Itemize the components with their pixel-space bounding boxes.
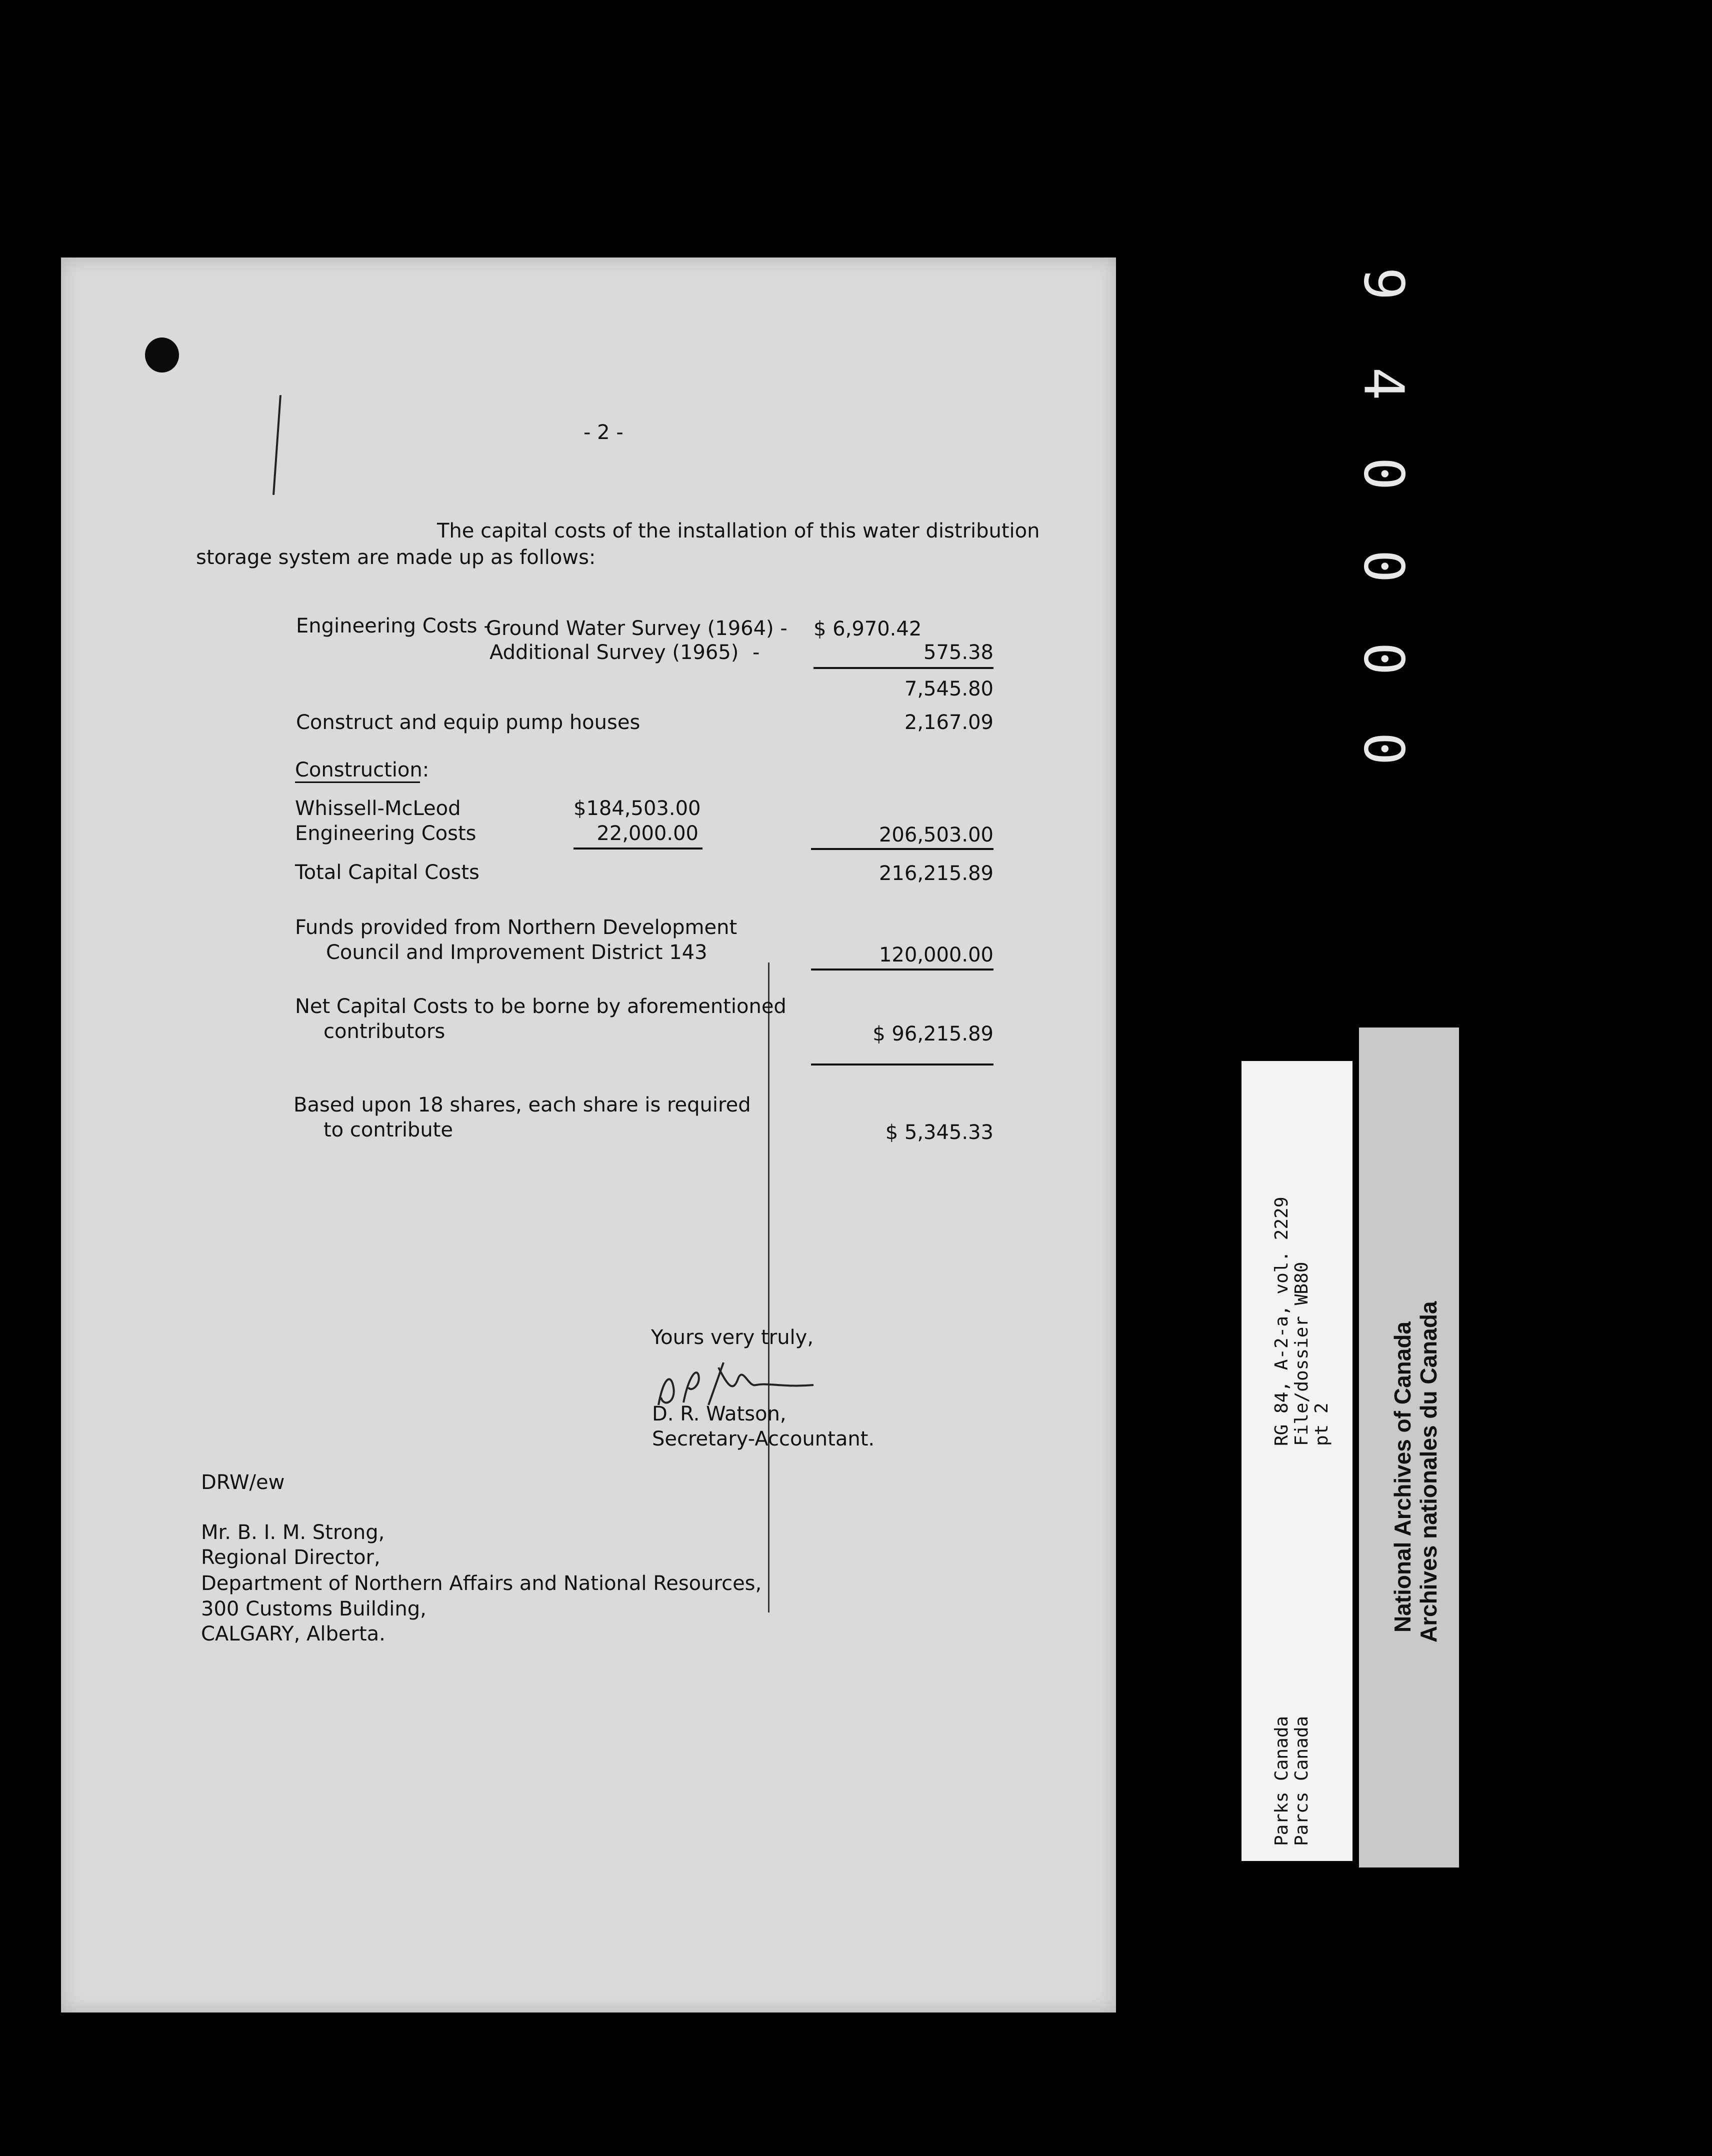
construction-heading: Construction:: [295, 758, 430, 782]
archive-ref-line-2: File/dossier WB80: [1292, 1262, 1312, 1446]
vertical-rule: [768, 962, 770, 1612]
frame-digit-1: 9: [1352, 267, 1416, 300]
archive-reference-label: [1242, 1061, 1352, 1861]
parks-canada-fr: Parcs Canada: [1292, 1716, 1312, 1846]
address-line-1: Mr. B. I. M. Strong,: [201, 1521, 385, 1544]
construction-row-1-label: Whissell-McLeod: [295, 797, 461, 820]
underline: [811, 968, 994, 970]
frame-digit-3: 0: [1352, 457, 1416, 490]
pump-houses-amount: 2,167.09: [904, 711, 994, 734]
net-line-1: Net Capital Costs to be borne by aforementioned: [295, 995, 786, 1018]
double-underline: [811, 1064, 994, 1066]
shares-line-1: Based upon 18 shares, each share is required: [294, 1094, 751, 1116]
engineering-subtotal: 7,545.80: [904, 678, 994, 700]
signer-name: D. R. Watson,: [652, 1402, 786, 1426]
archives-name-en: National Archives of Canada: [1390, 1321, 1416, 1632]
typist-initials: DRW/ew: [201, 1471, 285, 1494]
address-line-2: Regional Director,: [201, 1546, 380, 1569]
frame-digit-5: 0: [1352, 642, 1416, 676]
funds-line-1: Funds provided from Northern Development: [295, 916, 738, 939]
page-number: - 2 -: [584, 421, 624, 444]
engineering-item-2: Additional Survey (1965): [490, 641, 739, 664]
net-line-2: contributors: [324, 1020, 446, 1043]
archives-name-fr: Archives nationales du Canada: [1416, 1301, 1442, 1642]
underline: [814, 667, 994, 669]
signer-title: Secretary-Accountant.: [652, 1428, 875, 1450]
funds-line-2: Council and Improvement District 143: [326, 941, 708, 964]
shares-line-2: to contribute: [324, 1118, 453, 1142]
engineering-label: Engineering Costs -: [296, 614, 491, 638]
address-line-3: Department of Northern Affairs and National Resources,: [201, 1572, 762, 1595]
funds-amount: 120,000.00: [878, 944, 994, 966]
engineering-item-1-amount: $ 6,970.42: [814, 618, 922, 640]
construction-row-2-label: Engineering Costs: [295, 822, 476, 845]
engineering-item-2-dash: -: [752, 641, 760, 664]
heading-underline: [295, 782, 420, 783]
engineering-item-1: Ground Water Survey (1964) -: [486, 617, 788, 640]
margin-mark: [272, 395, 282, 495]
total-capital-label: Total Capital Costs: [295, 861, 480, 884]
frame-digit-6: 0: [1352, 732, 1416, 766]
net-amount: $ 96,215.89: [872, 1022, 994, 1046]
construction-row-1-amount: $184,503.00: [574, 797, 701, 820]
archive-ref-line-1: RG 84, A-2-a, vol. 2229: [1272, 1196, 1292, 1446]
pump-houses-label: Construct and equip pump houses: [296, 711, 640, 734]
shares-amount: $ 5,345.33: [885, 1121, 994, 1144]
engineering-item-2-amount: 575.38: [924, 641, 994, 664]
construction-total: 206,503.00: [878, 824, 994, 846]
underline: [811, 848, 994, 850]
address-line-5: CALGARY, Alberta.: [201, 1622, 386, 1646]
total-capital-amount: 216,215.89: [878, 862, 994, 885]
construction-row-2-amount: 22,000.00: [596, 822, 698, 845]
intro-line-2: storage system are made up as follows:: [196, 546, 596, 569]
frame-digit-2: 4: [1352, 367, 1416, 400]
frame-digit-4: 0: [1352, 550, 1416, 583]
parks-canada-en: Parks Canada: [1272, 1716, 1292, 1846]
punch-hole: [145, 338, 179, 372]
address-line-4: 300 Customs Building,: [201, 1598, 426, 1620]
intro-line-1: The capital costs of the installation of this water distribution: [437, 520, 1040, 542]
underline: [574, 848, 702, 850]
document-page: [61, 258, 1116, 2012]
archives-name-label: [1359, 1028, 1459, 1868]
salutation: Yours very truly,: [651, 1326, 814, 1349]
archive-ref-line-3: pt 2: [1312, 1402, 1332, 1446]
